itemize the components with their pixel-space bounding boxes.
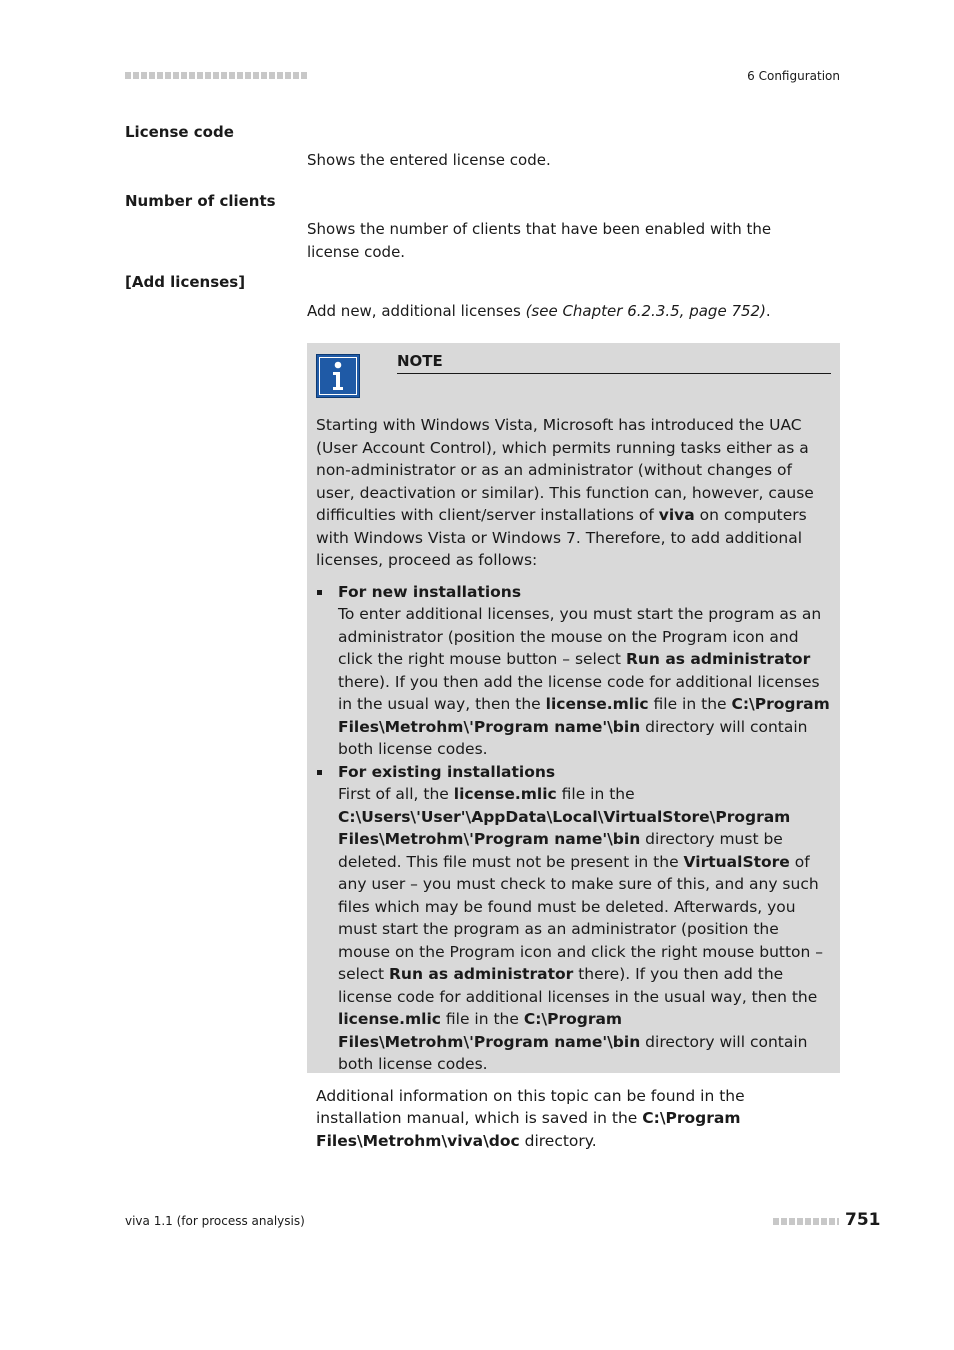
info-icon (316, 354, 360, 398)
desc-end: . (765, 302, 771, 320)
term-add-licenses: [Add licenses] (125, 273, 246, 291)
list-item-title: For existing installations (338, 762, 556, 781)
chapter-reference-link[interactable]: (see Chapter 6.2.3.5, page 752) (525, 302, 766, 320)
list-item-title: For new installations (338, 582, 522, 601)
bullet (317, 590, 322, 595)
note-outro: Additional information on this topic can be found in the installation manual, which is saved in the C:\Program Files\Metrohm\viva\doc directory. (316, 1086, 745, 1150)
note-list (316, 581, 832, 1076)
chapter-title: 6 Configuration (747, 69, 840, 83)
desc-number-of-clients: Shows the number of clients that have been enabled with the license code. (307, 220, 772, 261)
note-intro: Starting with Windows Vista, Microsoft has introduced the UAC (User Account Control), which permits running tasks either as a non-administrator or as an administrator (without changes of user, deactivation or similar). This function can, however, cause difficulties with client/server installations of viva on computers with Windows Vista or Windows 7. Therefore, to add additional licenses, proceed as follows: (316, 416, 814, 569)
list-item: For new installations To enter additional licenses, you must start the program as an administrator (position the mouse on the Program icon and click the right mouse button – select Run as administrator there). If you then add the license code for additional licenses in the usual way, then the license.mlic file in the C:\Program Files\Metrohm\'Program name'\bin directory will contain both license codes. (316, 581, 832, 761)
footer-decoration (773, 1218, 839, 1225)
bullet (317, 770, 322, 775)
desc-add-licenses (307, 300, 827, 323)
note-title: NOTE (397, 352, 831, 374)
list-item: For existing installations First of all, the license.mlic file in the C:\Users\'User'\AppData\Local\VirtualStore\Program Files\Metrohm\'Program name'\bin directory must be deleted. This file must not be present in the VirtualStore of any user – you must check to make sure of this, and any such files which may be found must be deleted. Afterwards, you must start the program as an administrator (position the mouse on the Program icon and click the right mouse button – select Run as administrator there). If you then add the license code for additional licenses in the usual way, then the license.mlic file in the C:\Program Files\Metrohm\'Program name'\bin directory will contain both license codes. (316, 761, 832, 1076)
term-license-code: License code (125, 123, 234, 141)
term-number-of-clients: Number of clients (125, 192, 276, 210)
desc-license-code: Shows the entered license code. (307, 151, 551, 169)
page-number: 751 (845, 1210, 881, 1230)
footer-product: viva 1.1 (for process analysis) (125, 1214, 305, 1228)
note-box (307, 343, 840, 1150)
desc-text: Add new, additional licenses (307, 302, 526, 320)
header-decoration (125, 72, 307, 79)
note-body (316, 414, 832, 1152)
